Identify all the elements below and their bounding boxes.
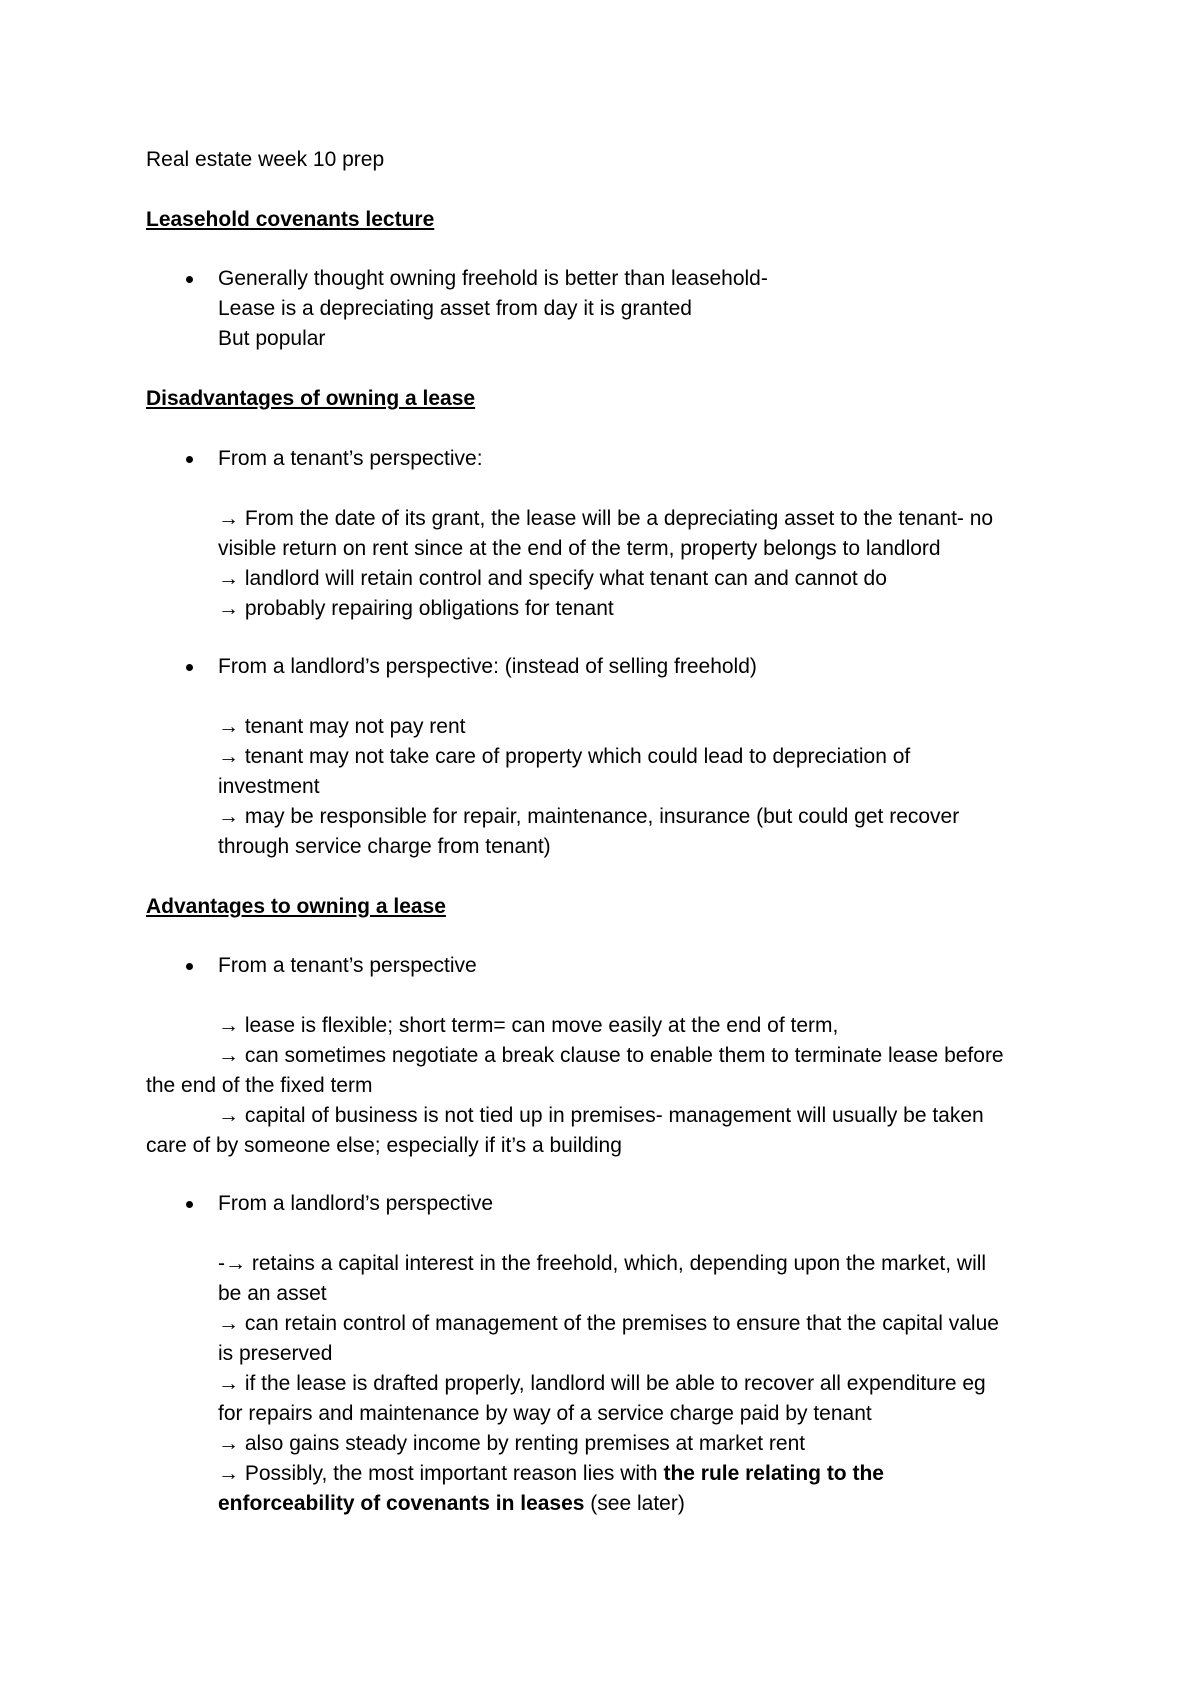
bullet-icon <box>186 664 193 671</box>
text-run: (see later) <box>584 1492 685 1515</box>
text-line: care of by someone else; especially if it’s a building <box>146 1134 622 1157</box>
text-line <box>218 1460 884 1488</box>
text-line: → tenant may not take care of property which could lead to depreciation of <box>218 745 911 768</box>
document-title: Real estate week 10 prep <box>146 148 385 171</box>
bold-text-run: enforceability of covenants in leases <box>218 1492 585 1515</box>
text-line: → if the lease is drafted properly, landlord will be able to recover all expenditure eg <box>218 1372 986 1395</box>
text-line: → can sometimes negotiate a break clause to enable them to terminate lease before <box>218 1044 1004 1067</box>
section-heading-disadvantages: Disadvantages of owning a lease <box>146 387 476 410</box>
text-line: → also gains steady income by renting premises at market rent <box>218 1432 806 1455</box>
bullet-icon <box>186 456 193 463</box>
text-line: Generally thought owning freehold is better than leasehold- <box>218 267 768 290</box>
text-line: the end of the fixed term <box>146 1074 373 1097</box>
perspective-label-landlord: From a landlord’s perspective <box>218 1192 494 1215</box>
text-line: through service charge from tenant) <box>218 835 551 858</box>
text-line: → lease is flexible; short term= can move easily at the end of term, <box>218 1014 839 1037</box>
text-line: → capital of business is not tied up in premises- management will usually be taken <box>218 1104 984 1127</box>
text-line <box>218 1490 685 1518</box>
text-line: investment <box>218 775 320 798</box>
text-line: visible return on rent since at the end of the term, property belongs to landlord <box>218 537 941 560</box>
bold-text-run: the rule relating to the <box>663 1462 884 1485</box>
text-line: → probably repairing obligations for tenant <box>218 597 614 620</box>
text-line: → tenant may not pay rent <box>218 715 466 738</box>
text-line: is preserved <box>218 1342 333 1365</box>
text-line: -→ retains a capital interest in the freehold, which, depending upon the market, will <box>218 1252 987 1275</box>
bullet-icon <box>186 963 193 970</box>
section-heading-leasehold-covenants: Leasehold covenants lecture <box>146 208 435 231</box>
text-line: But popular <box>218 327 326 350</box>
text-line: → landlord will retain control and specify what tenant can and cannot do <box>218 567 887 590</box>
section-heading-advantages: Advantages to owning a lease <box>146 895 446 918</box>
perspective-label-tenant: From a tenant’s perspective <box>218 954 477 977</box>
text-line: Lease is a depreciating asset from day it is granted <box>218 297 692 320</box>
text-line: be an asset <box>218 1282 327 1305</box>
text-line: for repairs and maintenance by way of a service charge paid by tenant <box>218 1402 872 1425</box>
perspective-label-landlord: From a landlord’s perspective: (instead of selling freehold) <box>218 655 757 678</box>
bullet-icon <box>186 1201 193 1208</box>
text-line: → may be responsible for repair, maintenance, insurance (but could get recover <box>218 805 960 828</box>
text-run: → Possibly, the most important reason lies with <box>218 1462 664 1485</box>
text-line: → can retain control of management of the premises to ensure that the capital value <box>218 1312 999 1335</box>
perspective-label-tenant: From a tenant’s perspective: <box>218 447 483 470</box>
bullet-icon <box>186 276 193 283</box>
text-line: → From the date of its grant, the lease will be a depreciating asset to the tenant- no <box>218 507 994 530</box>
